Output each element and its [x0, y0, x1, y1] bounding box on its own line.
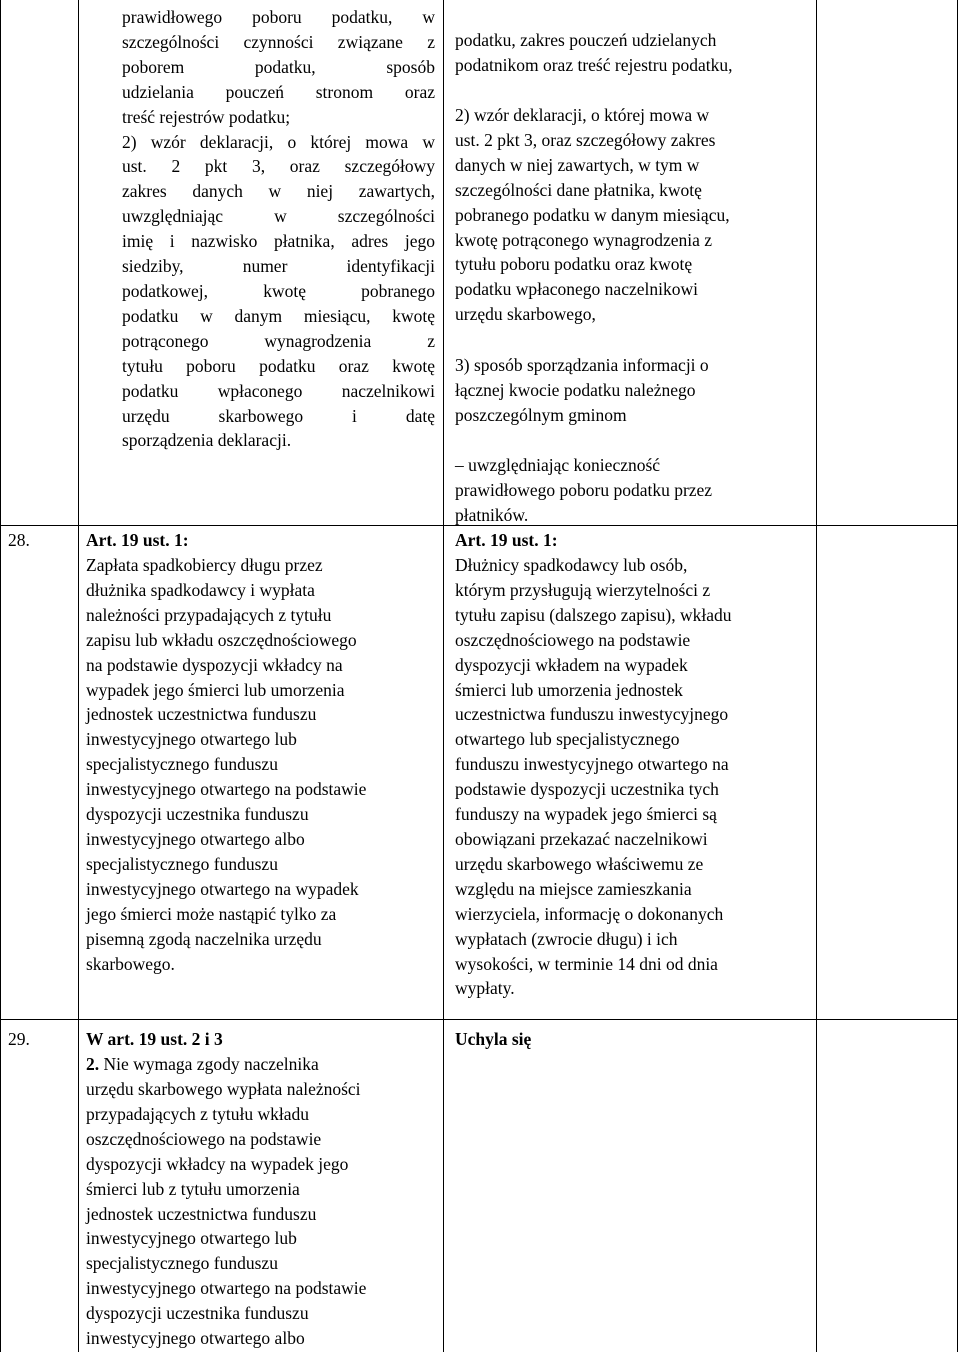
text-line: urzędu skarbowego,: [455, 304, 596, 325]
row-separator-28-29: [0, 1019, 958, 1020]
row27-right-block4: [455, 453, 805, 528]
text-line: jednostek uczestnictwa funduszu: [86, 704, 317, 725]
text-line: imię i nazwisko płatnika, adres jego: [122, 231, 435, 252]
row27-middle-text: [122, 5, 435, 453]
text-line: śmierci lub z tytułu umorzenia: [86, 1178, 300, 1199]
text-line: otwartego lub specjalistycznego: [455, 729, 680, 750]
text-line: wypłatach (zwrocie długu) i ich: [455, 928, 678, 949]
text-line: 3) sposób sporządzania informacji o: [455, 355, 709, 375]
row28-middle-text: [86, 553, 436, 976]
text-line: dłużnika spadkodawcy i wypłata: [86, 579, 315, 600]
row29-middle-text: [86, 1077, 436, 1351]
text-line: ust. 2 pkt 3, oraz szczegółowy: [122, 156, 435, 177]
text-line: poborem podatku, sposób: [122, 56, 435, 77]
text-line: treść rejestrów podatku;: [122, 106, 291, 127]
text-line: uczestnictwa funduszu inwestycyjnego: [455, 704, 729, 725]
text-line: funduszy na wypadek jego śmierci są: [455, 804, 717, 825]
text-line: szczególności czynności związane z: [122, 31, 435, 52]
text-line: przypadających z tytułu wkładu: [86, 1103, 310, 1124]
row27-right-block3: [455, 353, 805, 428]
text-line: wypadek jego śmierci lub umorzenia: [86, 679, 345, 700]
text-line: podstawie dyspozycji uczestnika tych: [455, 779, 719, 800]
text-line: wypłaty.: [455, 978, 515, 999]
text-line: zapisu lub wkładu oszczędnościowego: [86, 629, 357, 650]
text-line: dyspozycji uczestnika funduszu: [86, 804, 309, 825]
text-line: obowiązani przekazać naczelnikowi: [455, 828, 708, 849]
text-line: poszczególnym gminom: [455, 404, 627, 425]
text-line: – uwzględniając konieczność: [455, 455, 661, 475]
text-line: tytułu poboru podatku oraz kwotę: [122, 355, 435, 376]
text-line: zakres danych w niej zawartych,: [122, 181, 435, 202]
text-line: podatkowej, kwotę pobranego: [122, 280, 435, 301]
text-line: specjalistycznego funduszu: [86, 1253, 278, 1274]
text-line: uwzględniając w szczególności: [122, 206, 435, 227]
text-line: oszczędnościowego na podstawie: [455, 629, 691, 650]
text-line: dyspozycji wkładem na wypadek: [455, 654, 688, 675]
row27-right-block2: [455, 103, 805, 327]
text-line: prawidłowego poboru podatku, w: [122, 7, 435, 27]
text-line: oszczędnościowego na podstawie: [86, 1128, 322, 1149]
row29-paragraph-number: 2.: [86, 1054, 100, 1074]
text-line: podatku w danym miesiącu, kwotę: [122, 305, 435, 326]
text-line: inwestycyjnego otwartego lub: [86, 729, 297, 750]
text-line: tytułu zapisu (dalszego zapisu), wkładu: [455, 604, 732, 625]
text-line: którym przysługują wierzytelności z: [455, 579, 711, 600]
text-line: jego śmierci może nastąpić tylko za: [86, 903, 337, 924]
text-line: kwotę potrąconego wynagrodzenia z: [455, 229, 713, 250]
table-border-left: [0, 0, 1, 1352]
text-line: dyspozycji wkładcy na wypadek jego: [86, 1153, 349, 1174]
row29-middle-heading: W art. 19 ust. 2 i 3: [86, 1029, 223, 1049]
text-line: inwestycyjnego otwartego na wypadek: [86, 878, 359, 899]
text-line: wierzyciela, informację o dokonanych: [455, 903, 724, 924]
row28-right-text: [455, 553, 810, 1001]
text-line: 2) wzór deklaracji, o której mowa w: [122, 131, 435, 152]
text-line: skarbowego.: [86, 953, 175, 974]
row29-middle-first-line: [86, 1052, 319, 1077]
text-line: sporządzenia deklaracji.: [122, 430, 292, 451]
text-line: inwestycyjnego otwartego na podstawie: [86, 779, 367, 800]
row28-right-heading: Art. 19 ust. 1:: [455, 530, 558, 550]
text-line: śmierci lub umorzenia jednostek: [455, 679, 683, 700]
text-line: łącznej kwocie podatku należnego: [455, 379, 696, 400]
text-line: specjalistycznego funduszu: [86, 853, 278, 874]
text-line: podatnikom oraz treść rejestru podatku,: [455, 54, 733, 75]
row29-right-heading: Uchyla się: [455, 1029, 532, 1049]
text-line: potrąconego wynagrodzenia z: [122, 330, 435, 351]
text-line: udzielania pouczeń stronom oraz: [122, 81, 435, 102]
text-line: pisemną zgodą naczelnika urzędu: [86, 928, 322, 949]
table-divider-number-col: [78, 0, 79, 1352]
row29-number: 29.: [8, 1029, 30, 1049]
text-line: względu na miejsce zamieszkania: [455, 878, 692, 899]
text-line: należności przypadających z tytułu: [86, 604, 332, 625]
text-line: szczególności dane płatnika, kwotę: [455, 179, 702, 200]
text-line: inwestycyjnego otwartego na podstawie: [86, 1278, 367, 1299]
text-line: Dłużnicy spadkodawcy lub osób,: [455, 555, 688, 575]
text-line: na podstawie dyspozycji wkładcy na: [86, 654, 343, 675]
row27-right-block1: [455, 28, 805, 78]
text-line: Zapłata spadkobiercy długu przez: [86, 555, 323, 575]
text-line: wysokości, w terminie 14 dni od dnia: [455, 953, 718, 974]
text-line: urzędu skarbowego właściwemu ze: [455, 853, 704, 874]
text-line: dyspozycji uczestnika funduszu: [86, 1303, 309, 1324]
text-line: funduszu inwestycyjnego otwartego na: [455, 754, 729, 775]
row29-first-line-text: Nie wymaga zgody naczelnika: [99, 1054, 319, 1074]
text-line: specjalistycznego funduszu: [86, 754, 278, 775]
text-line: podatku, zakres pouczeń udzielanych: [455, 30, 717, 50]
text-line: podatku wpłaconego naczelnikowi: [122, 380, 435, 401]
text-line: ust. 2 pkt 3, oraz szczegółowy zakres: [455, 129, 716, 150]
text-line: inwestycyjnego otwartego lub: [86, 1228, 297, 1249]
text-line: podatku wpłaconego naczelnikowi: [455, 279, 698, 300]
table-border-right: [816, 0, 817, 1352]
text-line: urzędu skarbowego i datę: [122, 405, 435, 426]
text-line: danych w niej zawartych, w tym w: [455, 154, 700, 175]
text-line: prawidłowego poboru podatku przez: [455, 479, 713, 500]
table-border-far-right: [957, 0, 958, 1352]
table-divider-middle-col: [443, 0, 444, 1352]
row28-middle-heading: Art. 19 ust. 1:: [86, 530, 189, 550]
text-line: płatników.: [455, 504, 529, 525]
text-line: pobranego podatku w danym miesiącu,: [455, 204, 730, 225]
text-line: inwestycyjnego otwartego albo: [86, 1328, 305, 1349]
text-line: 2) wzór deklaracji, o której mowa w: [455, 105, 710, 125]
text-line: jednostek uczestnictwa funduszu: [86, 1203, 317, 1224]
text-line: urzędu skarbowego wypłata należności: [86, 1079, 361, 1099]
row28-number: 28.: [8, 530, 30, 550]
text-line: inwestycyjnego otwartego albo: [86, 828, 305, 849]
text-line: tytułu poboru podatku oraz kwotę: [455, 254, 693, 275]
text-line: siedziby, numer identyfikacji: [122, 256, 435, 277]
